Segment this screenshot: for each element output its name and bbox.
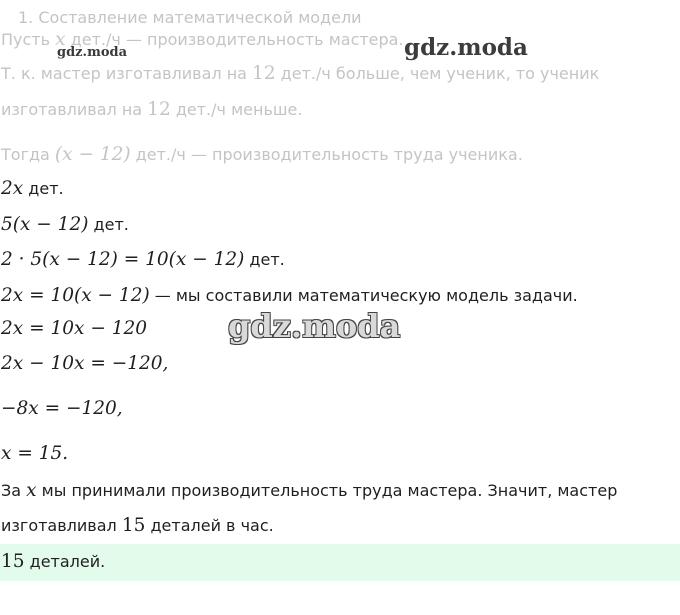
equation-line-4: 2x = 10(x − 12) — мы составили математическую модель задачи. (1, 285, 578, 306)
equation-line-7 (1, 398, 123, 420)
intro-line-2: Т. к. мастер изготавливал на 12 дет./ч больше, чем ученик, то ученик (1, 63, 600, 84)
equation-line-1: 2x дет. (1, 178, 64, 199)
equation-line-3: 2 · 5(x − 12) = 10(x − 12) дет. (1, 249, 285, 270)
intro-line-4: Тогда (x − 12) дет./ч — производительность труда ученика. (1, 144, 523, 165)
answer-text: 15 деталей. (1, 551, 106, 572)
math-expression: 2x − 10x = −120, (1, 353, 169, 374)
equation-line-2: 5(x − 12) дет. (1, 214, 129, 235)
conclusion-line-1: За x мы принимали производительность труда мастера. Значит, мастер (1, 480, 618, 501)
intro-line-3: изготавливал на 12 дет./ч меньше. (1, 99, 303, 120)
watermark-logo-top: gdz.moda (404, 34, 528, 61)
section-title: 1. Составление математической модели (18, 8, 362, 27)
conclusion-line-2: изготавливал 15 деталей в час. (1, 515, 274, 536)
math-expression: 2 · 5(x − 12) = 10(x − 12) (1, 249, 245, 270)
intro-line-1: Пусть x дет./ч — производительность мастера. (1, 29, 404, 50)
watermark-logo-middle: gdz.moda (228, 307, 401, 345)
equation-line-6 (1, 353, 168, 375)
math-expression: x = 15. (1, 443, 69, 464)
math-expression: 2x = 10x − 120 (1, 318, 148, 339)
answer-box (0, 544, 680, 581)
watermark-logo-small: gdz.moda (57, 45, 128, 60)
math-expression: 2x (1, 178, 24, 199)
equation-line-8 (1, 443, 68, 465)
math-expression: 2x = 10(x − 12) (1, 285, 150, 306)
math-expression: −8x = −120, (1, 398, 123, 419)
equation-line-5 (1, 318, 147, 340)
math-expression: 5(x − 12) (1, 214, 89, 235)
